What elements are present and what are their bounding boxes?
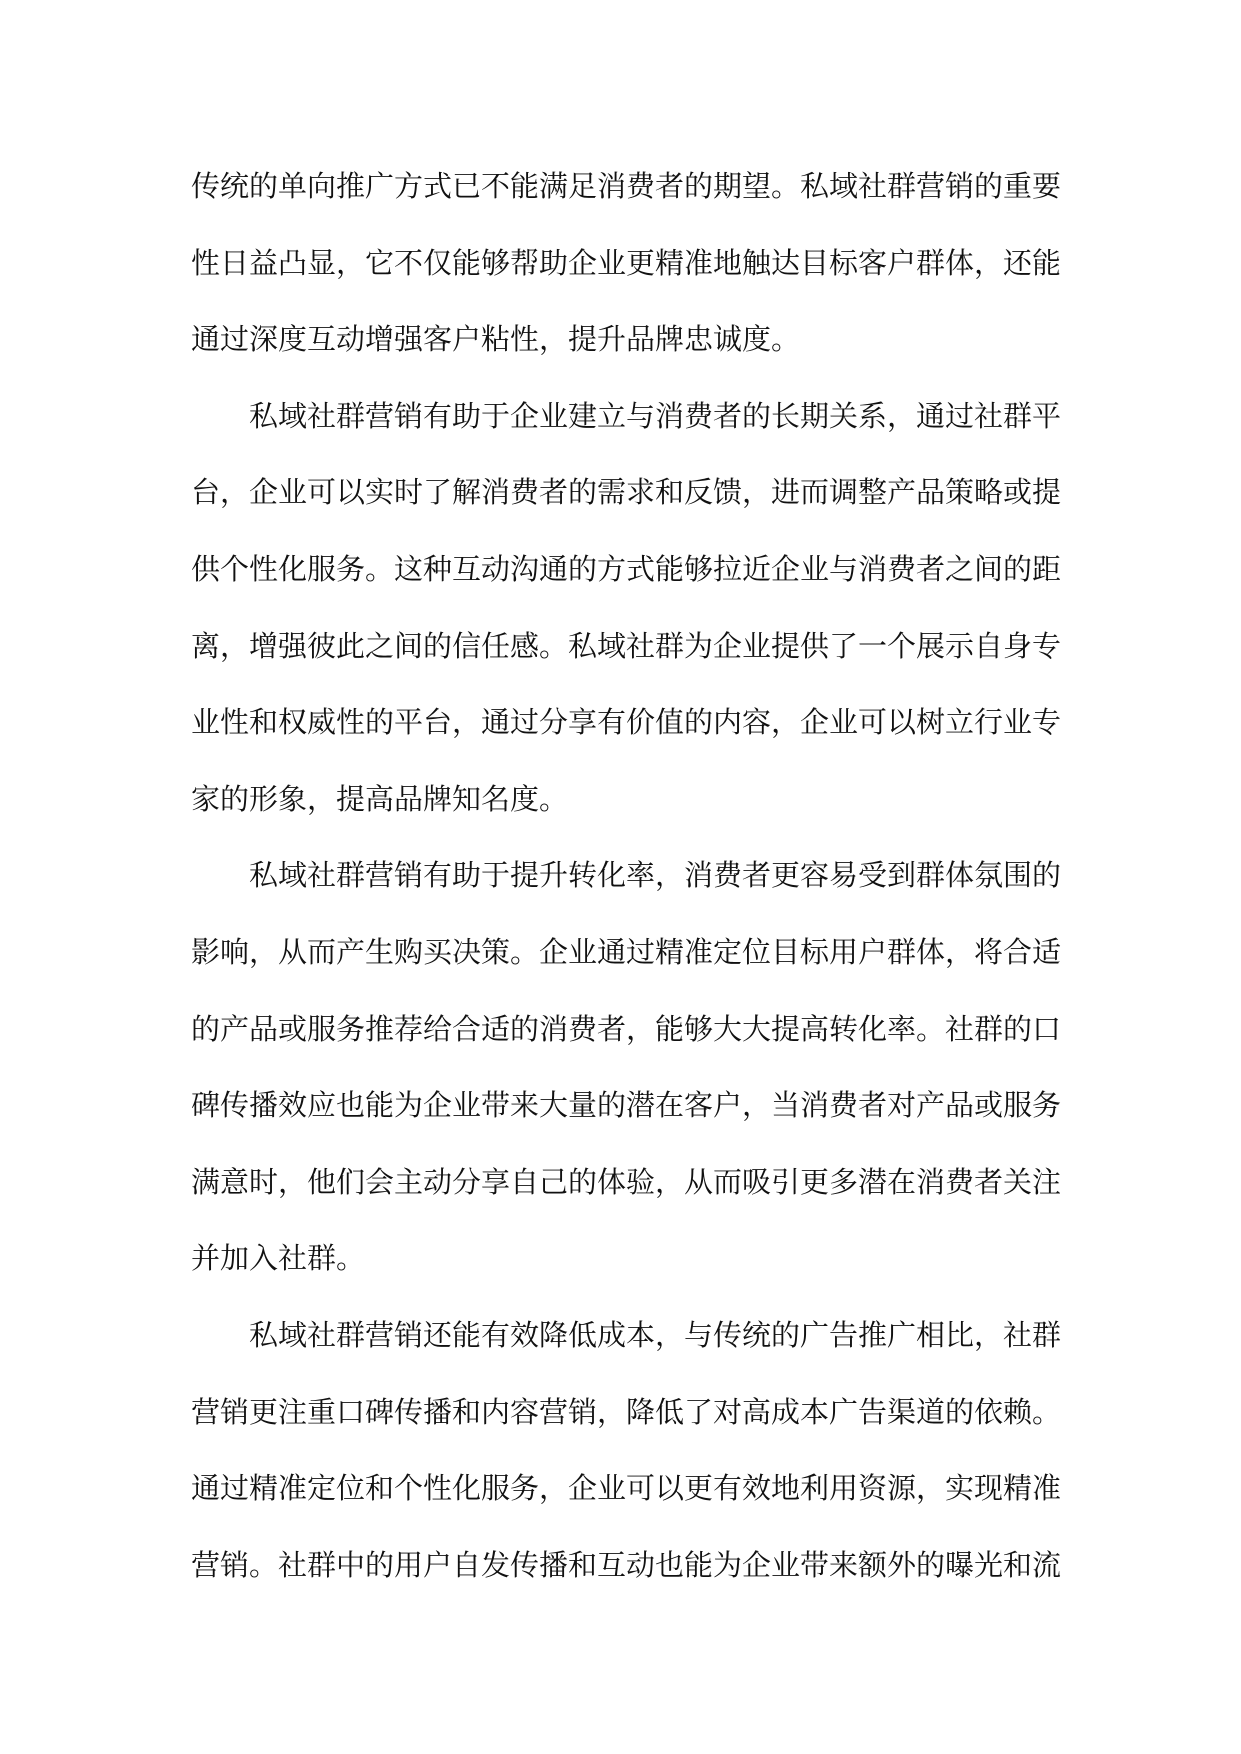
paragraph: 传统的单向推广方式已不能满足消费者的期望。私域社群营销的重要性日益凸显，它不仅能够帮助企业更精准地触达目标客户群体，还能通过深度互动增强客户粘性，提升品牌忠诚度。 [191,169,1062,357]
paragraph: 私域社群营销还能有效降低成本，与传统的广告推广相比，社群营销更注重口碑传播和内容营销，降低了对高成本广告渠道的依赖。通过精准定位和个性化服务，企业可以更有效地利用资源，实现精准营销。社群中的用户自发传播和互动也能为企业带来额外的曝光和流 [191,1317,1062,1582]
paragraph: 私域社群营销有助于企业建立与消费者的长期关系，通过社群平台，企业可以实时了解消费者的需求和反馈，进而调整产品策略或提供个性化服务。这种互动沟通的方式能够拉近企业与消费者之间的距离，增强彼此之间的信任感。私域社群为企业提供了一个展示自身专业性和权威性的平台，通过分享有价值的内容，企业可以树立行业专家的形象，提高品牌知名度。 [191,398,1062,816]
document-body [191,148,1061,1603]
paragraph: 私域社群营销有助于提升转化率，消费者更容易受到群体氛围的影响，从而产生购买决策。企业通过精准定位目标用户群体，将合适的产品或服务推荐给合适的消费者，能够大大提高转化率。社群的口碑传播效应也能为企业带来大量的潜在客户，当消费者对产品或服务满意时，他们会主动分享自己的体验，从而吸引更多潜在消费者关注并加入社群。 [191,858,1062,1276]
